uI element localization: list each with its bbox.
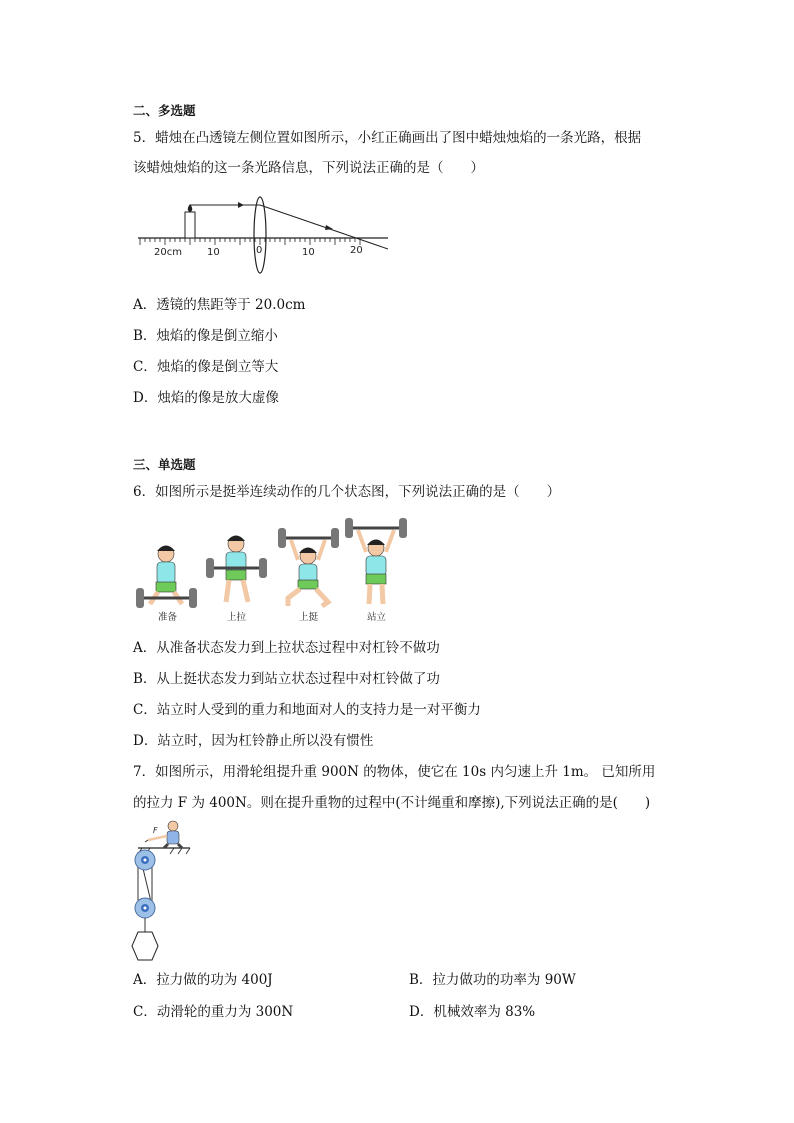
lifter-standing [345, 518, 407, 604]
section-heading-multiple-choice: 二、多选题 [133, 103, 196, 118]
scale-label-20-right: 20 [350, 245, 363, 256]
q7-option-a[interactable]: A．拉力做的功为 400J [133, 972, 273, 988]
load-weight [132, 932, 158, 960]
caption-jerk: 上挺 [299, 612, 319, 623]
lens-diagram [138, 195, 393, 275]
q7-option-c[interactable]: C．动滑轮的重力为 300N [133, 1004, 294, 1020]
q6-option-b[interactable]: B．从上挺状态发力到站立状态过程中对杠铃做了功 [133, 671, 440, 687]
caption-standing: 站立 [367, 612, 387, 623]
pulley-diagram [128, 818, 193, 966]
q6-option-a[interactable]: A．从准备状态发力到上拉状态过程中对杠铃不做功 [133, 640, 440, 656]
lifter-jerk [278, 528, 339, 606]
scale-label-10-right: 10 [302, 247, 315, 258]
q5-option-d[interactable]: D．烛焰的像是放大虚像 [133, 390, 279, 406]
q6-option-d[interactable]: D．站立时，因为杠铃静止所以没有惯性 [133, 733, 374, 749]
question-7-stem-line2: 的拉力 F 为 400N。则在提升重物的过程中(不计绳重和摩擦),下列说法正确的是( ) [133, 795, 651, 811]
scale-label-20cm-left: 20cm [154, 247, 182, 258]
q5-option-b[interactable]: B．烛焰的像是倒立缩小 [133, 328, 278, 344]
q6-option-c[interactable]: C．站立时人受到的重力和地面对人的支持力是一对平衡力 [133, 702, 481, 718]
section-heading-single-choice: 三、单选题 [133, 457, 196, 472]
question-5-stem-line2: 该蜡烛烛焰的这一条光路信息，下列说法正确的是（ ） [133, 160, 484, 176]
scale-label-10-left: 10 [207, 247, 220, 258]
lifter-pull [206, 536, 267, 603]
scale-label-0: 0 [256, 245, 263, 256]
question-7-stem-line1: 7．如图所示，用滑轮组提升重 900N 的物体，使它在 10s 内匀速上升 1m。 已知所用 [133, 764, 656, 780]
q5-option-a[interactable]: A．透镜的焦距等于 20.0cm [133, 297, 306, 313]
q7-option-d[interactable]: D．机械效率为 83% [409, 1004, 536, 1020]
q7-option-b[interactable]: B．拉力做功的功率为 90W [409, 972, 576, 988]
question-5-stem-line1: 5．蜡烛在凸透镜左侧位置如图所示，小红正确画出了图中蜡烛烛焰的一条光路，根据 [133, 130, 642, 146]
ruler-ticks [140, 238, 360, 245]
caption-pull: 上拉 [227, 612, 247, 623]
caption-ready: 准备 [158, 612, 178, 623]
candle [185, 212, 195, 238]
question-6-stem: 6．如图所示是挺举连续动作的几个状态图，下列说法正确的是（ ） [133, 484, 561, 500]
q5-option-c[interactable]: C．烛焰的像是倒立等大 [133, 359, 279, 375]
convex-lens [254, 197, 266, 273]
lifter-ready [136, 546, 197, 609]
weightlifting-figure [136, 518, 411, 626]
force-label-F: F [153, 826, 158, 835]
